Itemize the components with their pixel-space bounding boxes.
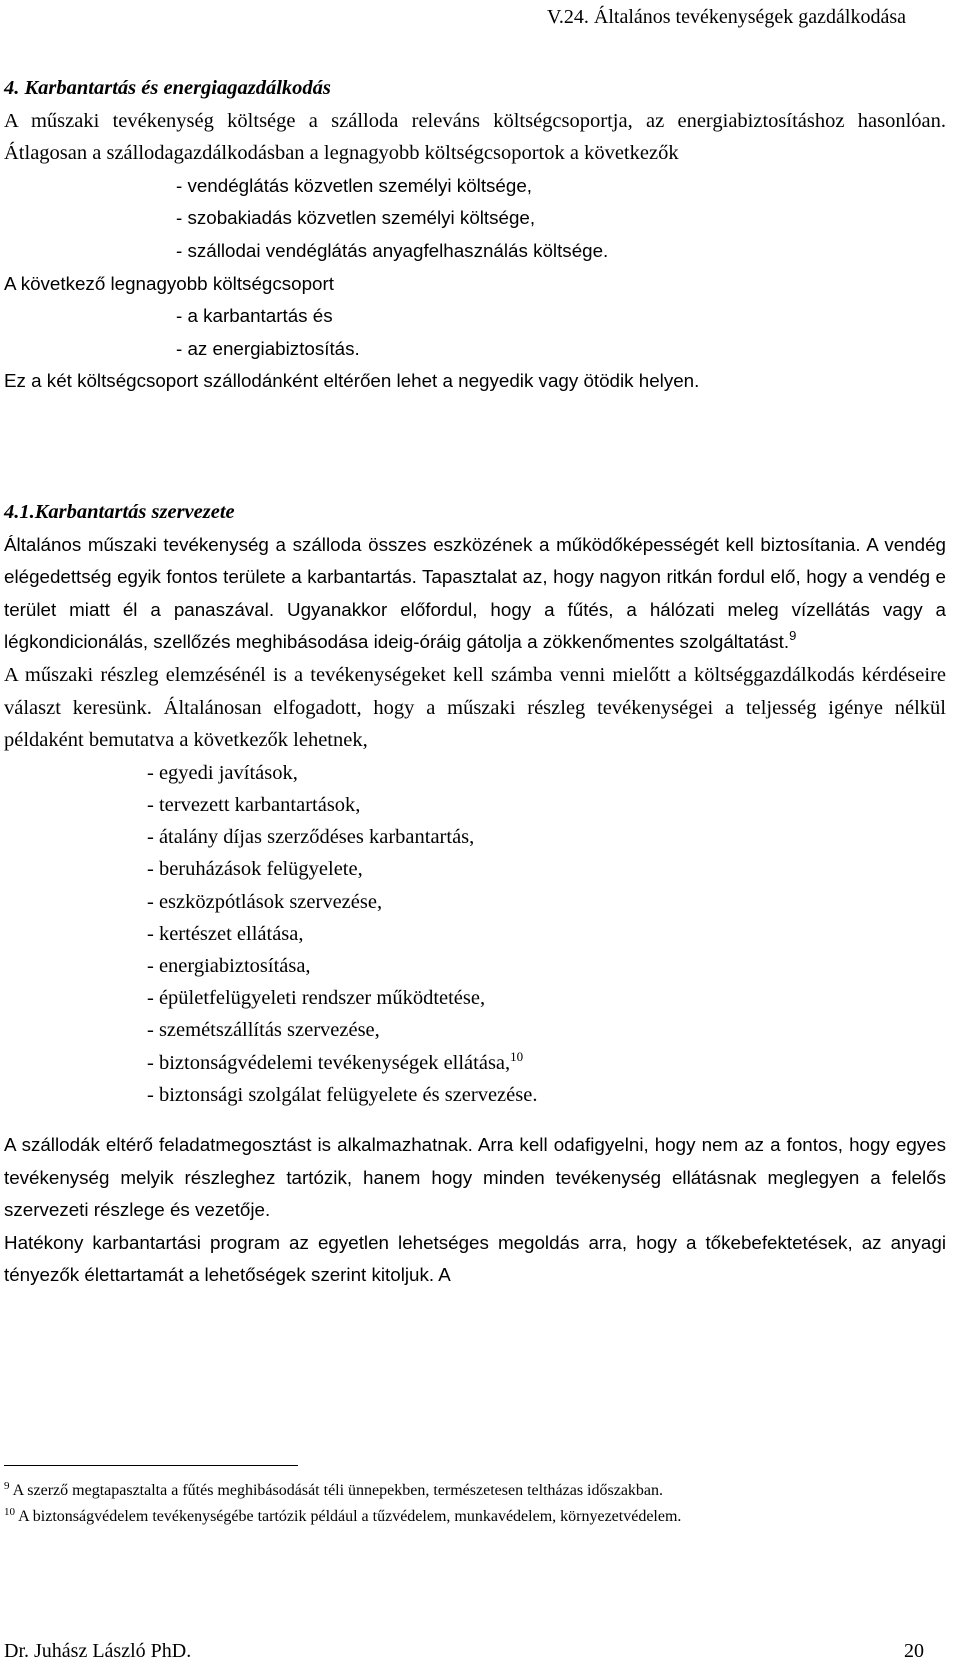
footnote-ref-10: 10	[510, 1048, 524, 1064]
footnote-9	[4, 1478, 681, 1504]
list-item: - vendéglátás közvetlen személyi költsége,	[176, 174, 532, 196]
list-item: - átalány díjas szerződéses karbantartás,	[147, 826, 475, 849]
paragraph-division: A szállodák eltérő feladatmegosztást is alkalmazhatnak. Arra kell odafigyelni, hogy nem az a fontos, hogy egyes tevékenység melyik részleghez tartózik, hanem hogy minden tevékenység ellátásnak meglegyen a felelős szervezeti részlege és vezetője.	[4, 1133, 946, 1221]
intro-paragraph: A műszaki tevékenység költsége a szálloda releváns költségcsoportja, az energiabiztosításhoz hasonlóan. Átlagosan a szállodagazdálkodásban a legnagyobb költségcsoportok a következők	[4, 109, 946, 165]
list-item: - egyedi javítások,	[147, 761, 298, 784]
running-header: V.24. Általános tevékenységek gazdálkodása	[547, 6, 906, 28]
list-item: - a karbantartás és	[176, 305, 333, 327]
page-number: 20	[904, 1640, 924, 1662]
footnote-separator	[4, 1465, 298, 1466]
footnote-number: 10	[4, 1506, 15, 1518]
next-cost-list	[4, 300, 946, 365]
footnote-10	[4, 1504, 681, 1530]
closing-line: Ez a két költségcsoport szállodánként eltérően lehet a negyedik vagy ötödik helyen.	[4, 370, 700, 392]
paragraph-text: Általános műszaki tevékenység a szálloda összes eszközének a működőképességét kell biztosítania. A vendég elégedettség egyik fontos területe a karbantartás. Tapasztalat az, hogy nagyon ritkán fordul elő, hogy a vendég e terület miatt él a panaszával. Ugyanakkor előfordul, hogy a fűtés, a hálózati meleg vízellátás vagy a légkondicionálás, szellőzés meghibásodása ideig-óráig gátolja a zökkenőmentes szolgáltatást.	[4, 533, 946, 653]
list-item: - szobakiadás közvetlen személyi költsége,	[176, 207, 536, 229]
footnotes	[4, 1478, 681, 1530]
list-item: - kertészet ellátása,	[147, 922, 304, 945]
list-item: - biztonsági szolgálat felügyelete és szervezése.	[147, 1083, 538, 1106]
footnote-text: A biztonságvédelem tevékenységébe tartózik például a tűzvédelem, munkavédelem, környezetvédelem.	[18, 1508, 682, 1525]
footer-author: Dr. Juhász László PhD.	[4, 1640, 192, 1662]
section-title: 4. Karbantartás és energiagazdálkodás	[4, 77, 331, 99]
footnote-number: 9	[4, 1480, 10, 1492]
list-item: - eszközpótlások szervezése,	[147, 890, 383, 913]
list-item: - az energiabiztosítás.	[176, 337, 360, 359]
list-item: - tervezett karbantartások,	[147, 793, 361, 816]
list-item-text: - biztonságvédelemi tevékenységek ellátása,	[147, 1051, 511, 1074]
footnote-ref-9: 9	[789, 628, 797, 644]
next-cost-line: A következő legnagyobb költségcsoport	[4, 272, 334, 294]
list-item: - energiabiztosítása,	[147, 954, 311, 977]
list-item: - beruházások felügyelete,	[147, 858, 363, 881]
paragraph-technical: A műszaki részleg elemzésénél is a tevékenységeket kell számba venni mielőtt a költséggazdálkodás kérdéseire választ keresünk. Általánosan elfogadott, hogy a műszaki részleg tevékenységei a teljesség igénye nélkül példaként bemutatva a következők lehetnek,	[4, 663, 946, 752]
paragraph-program: Hatékony karbantartási program az egyetlen lehetséges megoldás arra, hogy a tőkebefektetések, az anyagi tényezők élettartamát a lehetőségek szerint kitoljuk. A	[4, 1231, 946, 1286]
list-item	[4, 1047, 946, 1079]
cost-groups-list	[4, 170, 946, 268]
paragraph-maintenance	[4, 529, 946, 659]
footnote-text: A szerző megtapasztalta a fűtés meghibásodását téli ünnepekben, természetesen teltházas időszakban.	[12, 1482, 664, 1499]
list-item: - szemétszállítás szervezése,	[147, 1019, 380, 1042]
list-item: - épületfelügyeleti rendszer működtetése,	[147, 987, 486, 1010]
main-content	[4, 72, 946, 1292]
subsection-title: 4.1.Karbantartás szervezete	[4, 500, 235, 523]
activities-list	[4, 757, 946, 1111]
list-item: - szállodai vendéglátás anyagfelhasználás költsége.	[176, 239, 609, 261]
